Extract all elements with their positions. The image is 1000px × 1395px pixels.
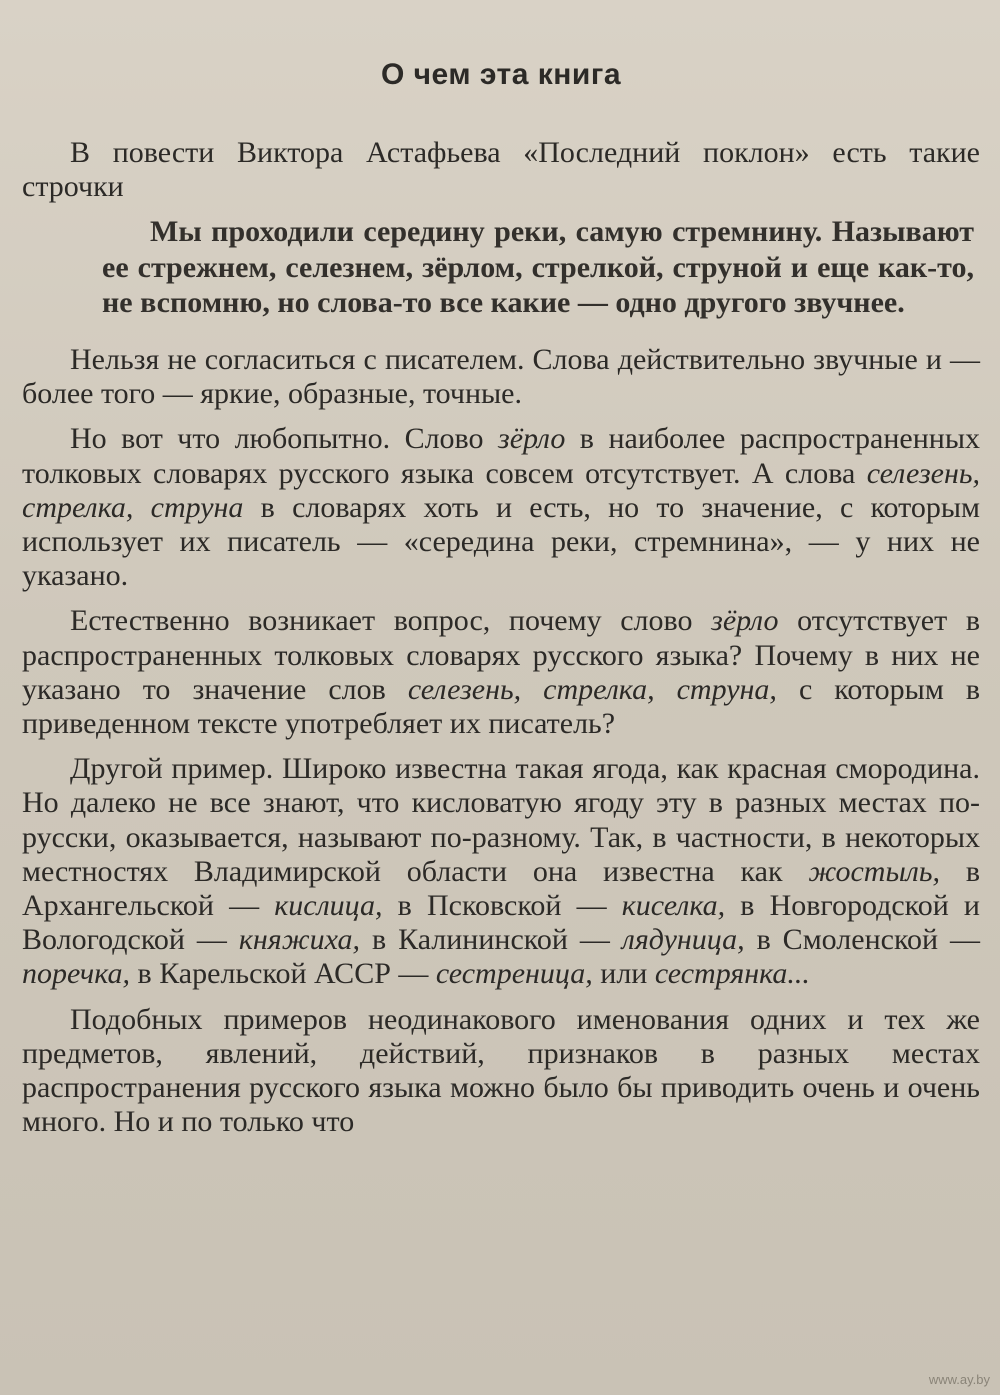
italic-word: зёрло <box>711 604 779 638</box>
paragraph-6: Подобных примеров неодинакового именования одних и тех же предметов, явлений, действий, признаков в разных местах распространения русского языка можно было бы приводить очень и очень много. Но и по только что <box>22 1002 980 1139</box>
italic-word: сестреница, <box>435 957 593 991</box>
text-run: в Новгородской и Вологодской — <box>22 888 980 957</box>
text-run: Но вот что любопытно. Слово <box>70 422 498 456</box>
text-run: с которым в приведенном тексте употребляет их писатель? <box>22 672 981 740</box>
text-run: Другой пример. Широко известна такая ягода, как красная смородина. Но далеко не все знают, что кисловатую ягоду эту в разных местах по-русски, оказывается, называют по-разному. Так, в частности, в некоторых местностях Владимирской области она известна как <box>22 752 980 888</box>
italic-word: киселка, <box>621 888 726 922</box>
text-run: или <box>592 957 655 991</box>
text-run: в Карельской АССР — <box>130 957 436 991</box>
italic-word: жостыль, <box>808 854 941 888</box>
italic-word: зёрло <box>498 422 566 456</box>
quotation: Мы проходили середину реки, самую стремнину. Называют ее стрежнем, селезнем, зёрлом, стрелкой, струной и еще как-то, не вспомню, но слова-то все какие — одно другого звучнее. <box>102 215 974 320</box>
paragraph-5 <box>22 752 980 991</box>
watermark: www.ay.by <box>928 1372 990 1387</box>
text-run: отсутствует в распространенных толковых словарях русского языка? Почему в них не указано то значение слов <box>22 604 980 706</box>
italic-word: поречка, <box>22 957 131 991</box>
italic-word: княжиха, <box>238 923 361 957</box>
book-page <box>22 58 980 1378</box>
paragraph-3 <box>22 422 980 593</box>
paragraph-4 <box>22 604 980 741</box>
italic-words: селезень, стрелка, струна, <box>407 672 777 706</box>
text-run: в Псковской — <box>382 888 622 922</box>
page-title: О чем эта книга <box>380 58 622 91</box>
paragraph-intro: В повести Виктора Астафьева «Последний поклон» есть такие строчки <box>22 136 980 204</box>
paragraph-2: Нельзя не согласиться с писателем. Слова действительно звучные и — более того — яркие, образные, точные. <box>22 342 980 411</box>
text-run: Естественно возникает вопрос, почему слово <box>70 604 712 638</box>
text-run: в Смоленской — <box>744 923 980 957</box>
italic-word: лядуница, <box>621 923 745 957</box>
italic-words: селезень, стрелка, струна <box>22 456 980 524</box>
italic-word: сестрянка... <box>654 957 810 991</box>
text-run: в словарях хоть и есть, но то значение, с которым использует их писатель — «середина реки, стремнина», — у них не указано. <box>22 490 980 593</box>
italic-word: кислица, <box>274 888 383 922</box>
text-run: в Архангельской — <box>22 854 980 922</box>
text-run: в наиболее распространенных толковых словарях русского языка совсем отсутствует. А слова <box>22 422 980 490</box>
text-run: в Калининской — <box>360 923 622 957</box>
